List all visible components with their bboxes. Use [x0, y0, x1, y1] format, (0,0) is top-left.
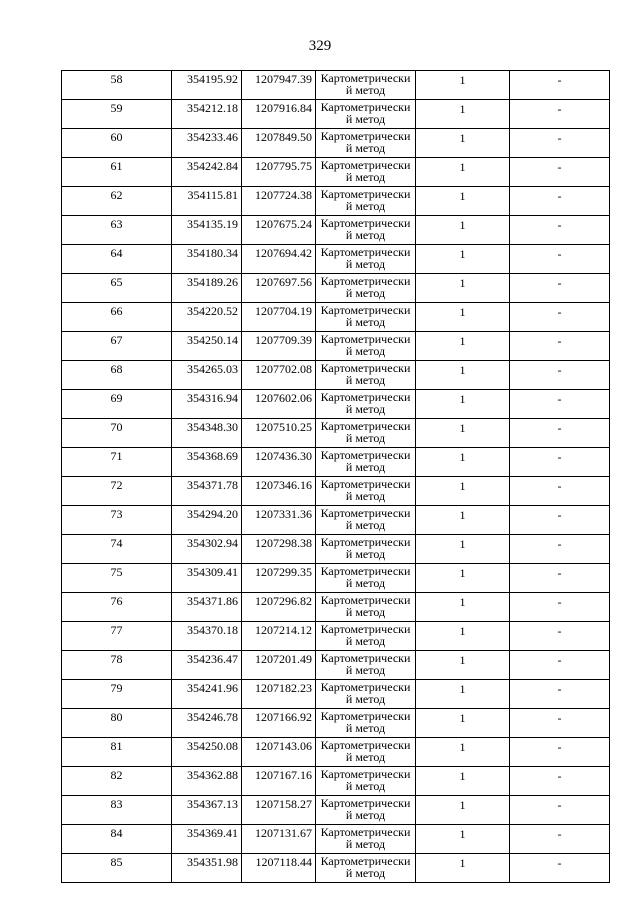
method-cell — [316, 216, 416, 245]
method-text-line-1: Картометрически — [320, 71, 411, 85]
point-number-cell: 75 — [62, 564, 172, 593]
x-coordinate-cell: 354241.96 — [172, 680, 242, 709]
x-coordinate-cell: 354242.84 — [172, 158, 242, 187]
method-text-line-1: Картометрически — [320, 796, 411, 810]
method-text-line-1: Картометрически — [320, 825, 411, 839]
method-text-line-1: Картометрически — [320, 187, 411, 201]
accuracy-cell: 1 — [416, 680, 510, 709]
method-text-line-1: Картометрически — [320, 680, 411, 694]
method-cell — [316, 854, 416, 883]
table-row — [62, 564, 610, 593]
accuracy-cell: 1 — [416, 738, 510, 767]
note-cell: - — [510, 448, 610, 477]
point-number-cell: 79 — [62, 680, 172, 709]
note-cell: - — [510, 680, 610, 709]
x-coordinate-cell: 354265.03 — [172, 361, 242, 390]
note-cell: - — [510, 477, 610, 506]
method-text-line-1: Картометрически — [320, 767, 411, 781]
method-text-line-1: Картометрически — [320, 564, 411, 578]
method-text-line-1: Картометрически — [320, 245, 411, 259]
method-text-line-1: Картометрически — [320, 419, 411, 433]
method-text-line-1: Картометрически — [320, 216, 411, 230]
y-coordinate-cell: 1207182.23 — [242, 680, 316, 709]
method-text-line-1: Картометрически — [320, 390, 411, 404]
method-text-line-2: й метод — [345, 170, 386, 184]
note-cell: - — [510, 506, 610, 535]
method-text-line-2: й метод — [345, 866, 386, 880]
method-text-line-2: й метод — [345, 141, 386, 155]
accuracy-cell: 1 — [416, 361, 510, 390]
y-coordinate-cell: 1207724.38 — [242, 187, 316, 216]
accuracy-cell: 1 — [416, 593, 510, 622]
y-coordinate-cell: 1207702.08 — [242, 361, 316, 390]
point-number-cell: 85 — [62, 854, 172, 883]
note-cell: - — [510, 535, 610, 564]
table-body — [62, 71, 610, 883]
accuracy-cell: 1 — [416, 448, 510, 477]
table-row — [62, 477, 610, 506]
note-cell: - — [510, 390, 610, 419]
accuracy-cell: 1 — [416, 216, 510, 245]
method-text-line-1: Картометрически — [320, 448, 411, 462]
page-number: 329 — [308, 38, 332, 54]
table-row — [62, 187, 610, 216]
method-text-line-2: й метод — [345, 663, 386, 677]
accuracy-cell: 1 — [416, 332, 510, 361]
method-cell — [316, 71, 416, 100]
note-cell: - — [510, 709, 610, 738]
note-cell: - — [510, 738, 610, 767]
note-cell: - — [510, 158, 610, 187]
note-cell: - — [510, 796, 610, 825]
method-cell — [316, 622, 416, 651]
y-coordinate-cell: 1207694.42 — [242, 245, 316, 274]
method-cell — [316, 448, 416, 477]
note-cell: - — [510, 332, 610, 361]
method-text-line-1: Картометрически — [320, 709, 411, 723]
method-cell — [316, 245, 416, 274]
note-cell: - — [510, 129, 610, 158]
table-row — [62, 535, 610, 564]
method-cell — [316, 564, 416, 593]
method-text-line-2: й метод — [345, 547, 386, 561]
point-number-cell: 82 — [62, 767, 172, 796]
method-text-line-1: Картометрически — [320, 274, 411, 288]
table-row — [62, 332, 610, 361]
table-row — [62, 854, 610, 883]
note-cell: - — [510, 651, 610, 680]
x-coordinate-cell: 354370.18 — [172, 622, 242, 651]
method-text-line-2: й метод — [345, 83, 386, 97]
note-cell: - — [510, 593, 610, 622]
method-cell — [316, 100, 416, 129]
x-coordinate-cell: 354115.81 — [172, 187, 242, 216]
method-text-line-1: Картометрически — [320, 158, 411, 172]
method-text-line-1: Картометрически — [320, 100, 411, 114]
point-number-cell: 74 — [62, 535, 172, 564]
method-cell — [316, 738, 416, 767]
point-number-cell: 68 — [62, 361, 172, 390]
point-number-cell: 70 — [62, 419, 172, 448]
accuracy-cell: 1 — [416, 419, 510, 448]
point-number-cell: 76 — [62, 593, 172, 622]
point-number-cell: 83 — [62, 796, 172, 825]
point-number-cell: 67 — [62, 332, 172, 361]
method-cell — [316, 390, 416, 419]
method-cell — [316, 506, 416, 535]
note-cell: - — [510, 361, 610, 390]
accuracy-cell: 1 — [416, 709, 510, 738]
table-row — [62, 303, 610, 332]
accuracy-cell: 1 — [416, 796, 510, 825]
accuracy-cell: 1 — [416, 390, 510, 419]
method-text-line-1: Картометрически — [320, 854, 411, 868]
x-coordinate-cell: 354135.19 — [172, 216, 242, 245]
method-text-line-1: Картометрически — [320, 622, 411, 636]
method-text-line-2: й метод — [345, 431, 386, 445]
table-row — [62, 593, 610, 622]
method-text-line-1: Картометрически — [320, 361, 411, 375]
x-coordinate-cell: 354180.34 — [172, 245, 242, 274]
table-row — [62, 361, 610, 390]
method-text-line-2: й метод — [345, 576, 386, 590]
method-cell — [316, 709, 416, 738]
x-coordinate-cell: 354220.52 — [172, 303, 242, 332]
method-cell — [316, 593, 416, 622]
point-number-cell: 62 — [62, 187, 172, 216]
note-cell: - — [510, 100, 610, 129]
point-number-cell: 63 — [62, 216, 172, 245]
accuracy-cell: 1 — [416, 129, 510, 158]
accuracy-cell: 1 — [416, 158, 510, 187]
coordinates-table — [61, 70, 610, 883]
point-number-cell: 64 — [62, 245, 172, 274]
method-text-line-2: й метод — [345, 518, 386, 532]
point-number-cell: 73 — [62, 506, 172, 535]
method-text-line-2: й метод — [345, 315, 386, 329]
note-cell: - — [510, 71, 610, 100]
x-coordinate-cell: 354246.78 — [172, 709, 242, 738]
point-number-cell: 69 — [62, 390, 172, 419]
method-cell — [316, 825, 416, 854]
y-coordinate-cell: 1207331.36 — [242, 506, 316, 535]
accuracy-cell: 1 — [416, 767, 510, 796]
method-text-line-1: Картометрически — [320, 506, 411, 520]
method-text-line-2: й метод — [345, 779, 386, 793]
y-coordinate-cell: 1207143.06 — [242, 738, 316, 767]
x-coordinate-cell: 354309.41 — [172, 564, 242, 593]
table-row — [62, 245, 610, 274]
table-row — [62, 622, 610, 651]
accuracy-cell: 1 — [416, 245, 510, 274]
y-coordinate-cell: 1207214.12 — [242, 622, 316, 651]
method-text-line-1: Картометрически — [320, 738, 411, 752]
x-coordinate-cell: 354371.78 — [172, 477, 242, 506]
table-row — [62, 825, 610, 854]
method-text-line-2: й метод — [345, 808, 386, 822]
method-text-line-2: й метод — [345, 373, 386, 387]
y-coordinate-cell: 1207916.84 — [242, 100, 316, 129]
x-coordinate-cell: 354294.20 — [172, 506, 242, 535]
method-cell — [316, 303, 416, 332]
table-row — [62, 796, 610, 825]
method-cell — [316, 187, 416, 216]
x-coordinate-cell: 354250.08 — [172, 738, 242, 767]
table-row — [62, 448, 610, 477]
method-cell — [316, 274, 416, 303]
point-number-cell: 81 — [62, 738, 172, 767]
method-text-line-2: й метод — [345, 344, 386, 358]
method-cell — [316, 680, 416, 709]
note-cell: - — [510, 245, 610, 274]
x-coordinate-cell: 354348.30 — [172, 419, 242, 448]
method-text-line-2: й метод — [345, 112, 386, 126]
accuracy-cell: 1 — [416, 100, 510, 129]
method-cell — [316, 796, 416, 825]
table-row — [62, 651, 610, 680]
y-coordinate-cell: 1207166.92 — [242, 709, 316, 738]
table-row — [62, 709, 610, 738]
note-cell: - — [510, 825, 610, 854]
table-row — [62, 767, 610, 796]
method-cell — [316, 535, 416, 564]
method-text-line-2: й метод — [345, 634, 386, 648]
method-text-line-1: Картометрически — [320, 535, 411, 549]
x-coordinate-cell: 354195.92 — [172, 71, 242, 100]
method-text-line-2: й метод — [345, 286, 386, 300]
y-coordinate-cell: 1207346.16 — [242, 477, 316, 506]
table-row — [62, 390, 610, 419]
x-coordinate-cell: 354302.94 — [172, 535, 242, 564]
x-coordinate-cell: 354369.41 — [172, 825, 242, 854]
y-coordinate-cell: 1207675.24 — [242, 216, 316, 245]
accuracy-cell: 1 — [416, 564, 510, 593]
table-row — [62, 129, 610, 158]
note-cell: - — [510, 303, 610, 332]
note-cell: - — [510, 187, 610, 216]
point-number-cell: 60 — [62, 129, 172, 158]
method-text-line-1: Картометрически — [320, 593, 411, 607]
y-coordinate-cell: 1207436.30 — [242, 448, 316, 477]
x-coordinate-cell: 354236.47 — [172, 651, 242, 680]
point-number-cell: 66 — [62, 303, 172, 332]
y-coordinate-cell: 1207118.44 — [242, 854, 316, 883]
method-text-line-2: й метод — [345, 750, 386, 764]
point-number-cell: 65 — [62, 274, 172, 303]
method-text-line-2: й метод — [345, 489, 386, 503]
table-row — [62, 506, 610, 535]
table-row — [62, 100, 610, 129]
point-number-cell: 84 — [62, 825, 172, 854]
note-cell: - — [510, 564, 610, 593]
method-text-line-2: й метод — [345, 402, 386, 416]
y-coordinate-cell: 1207299.35 — [242, 564, 316, 593]
x-coordinate-cell: 354316.94 — [172, 390, 242, 419]
y-coordinate-cell: 1207296.82 — [242, 593, 316, 622]
method-text-line-2: й метод — [345, 605, 386, 619]
method-text-line-2: й метод — [345, 228, 386, 242]
table-row — [62, 71, 610, 100]
accuracy-cell: 1 — [416, 187, 510, 216]
y-coordinate-cell: 1207201.49 — [242, 651, 316, 680]
accuracy-cell: 1 — [416, 535, 510, 564]
y-coordinate-cell: 1207947.39 — [242, 71, 316, 100]
x-coordinate-cell: 354368.69 — [172, 448, 242, 477]
accuracy-cell: 1 — [416, 303, 510, 332]
x-coordinate-cell: 354367.13 — [172, 796, 242, 825]
y-coordinate-cell: 1207795.75 — [242, 158, 316, 187]
x-coordinate-cell: 354212.18 — [172, 100, 242, 129]
method-text-line-2: й метод — [345, 257, 386, 271]
table-row — [62, 216, 610, 245]
y-coordinate-cell: 1207298.38 — [242, 535, 316, 564]
method-text-line-1: Картометрически — [320, 129, 411, 143]
accuracy-cell: 1 — [416, 825, 510, 854]
y-coordinate-cell: 1207510.25 — [242, 419, 316, 448]
method-text-line-2: й метод — [345, 692, 386, 706]
y-coordinate-cell: 1207704.19 — [242, 303, 316, 332]
point-number-cell: 59 — [62, 100, 172, 129]
accuracy-cell: 1 — [416, 622, 510, 651]
point-number-cell: 80 — [62, 709, 172, 738]
table-row — [62, 274, 610, 303]
note-cell: - — [510, 419, 610, 448]
point-number-cell: 77 — [62, 622, 172, 651]
x-coordinate-cell: 354351.98 — [172, 854, 242, 883]
y-coordinate-cell: 1207697.56 — [242, 274, 316, 303]
note-cell: - — [510, 854, 610, 883]
method-text-line-1: Картометрически — [320, 651, 411, 665]
method-text-line-2: й метод — [345, 837, 386, 851]
point-number-cell: 61 — [62, 158, 172, 187]
accuracy-cell: 1 — [416, 651, 510, 680]
x-coordinate-cell: 354250.14 — [172, 332, 242, 361]
point-number-cell: 58 — [62, 71, 172, 100]
accuracy-cell: 1 — [416, 506, 510, 535]
x-coordinate-cell: 354371.86 — [172, 593, 242, 622]
y-coordinate-cell: 1207131.67 — [242, 825, 316, 854]
accuracy-cell: 1 — [416, 477, 510, 506]
method-cell — [316, 419, 416, 448]
y-coordinate-cell: 1207709.39 — [242, 332, 316, 361]
method-cell — [316, 361, 416, 390]
y-coordinate-cell: 1207167.16 — [242, 767, 316, 796]
y-coordinate-cell: 1207602.06 — [242, 390, 316, 419]
y-coordinate-cell: 1207158.27 — [242, 796, 316, 825]
table-row — [62, 680, 610, 709]
method-cell — [316, 651, 416, 680]
method-text-line-2: й метод — [345, 460, 386, 474]
x-coordinate-cell: 354189.26 — [172, 274, 242, 303]
note-cell: - — [510, 767, 610, 796]
accuracy-cell: 1 — [416, 854, 510, 883]
method-text-line-2: й метод — [345, 721, 386, 735]
method-cell — [316, 477, 416, 506]
x-coordinate-cell: 354233.46 — [172, 129, 242, 158]
point-number-cell: 71 — [62, 448, 172, 477]
point-number-cell: 72 — [62, 477, 172, 506]
note-cell: - — [510, 274, 610, 303]
method-text-line-1: Картометрически — [320, 303, 411, 317]
y-coordinate-cell: 1207849.50 — [242, 129, 316, 158]
point-number-cell: 78 — [62, 651, 172, 680]
method-text-line-2: й метод — [345, 199, 386, 213]
method-text-line-1: Картометрически — [320, 332, 411, 346]
accuracy-cell: 1 — [416, 71, 510, 100]
table-row — [62, 419, 610, 448]
method-cell — [316, 332, 416, 361]
note-cell: - — [510, 622, 610, 651]
method-cell — [316, 158, 416, 187]
x-coordinate-cell: 354362.88 — [172, 767, 242, 796]
accuracy-cell: 1 — [416, 274, 510, 303]
table-row — [62, 738, 610, 767]
method-cell — [316, 767, 416, 796]
note-cell: - — [510, 216, 610, 245]
method-cell — [316, 129, 416, 158]
table-row — [62, 158, 610, 187]
method-text-line-1: Картометрически — [320, 477, 411, 491]
